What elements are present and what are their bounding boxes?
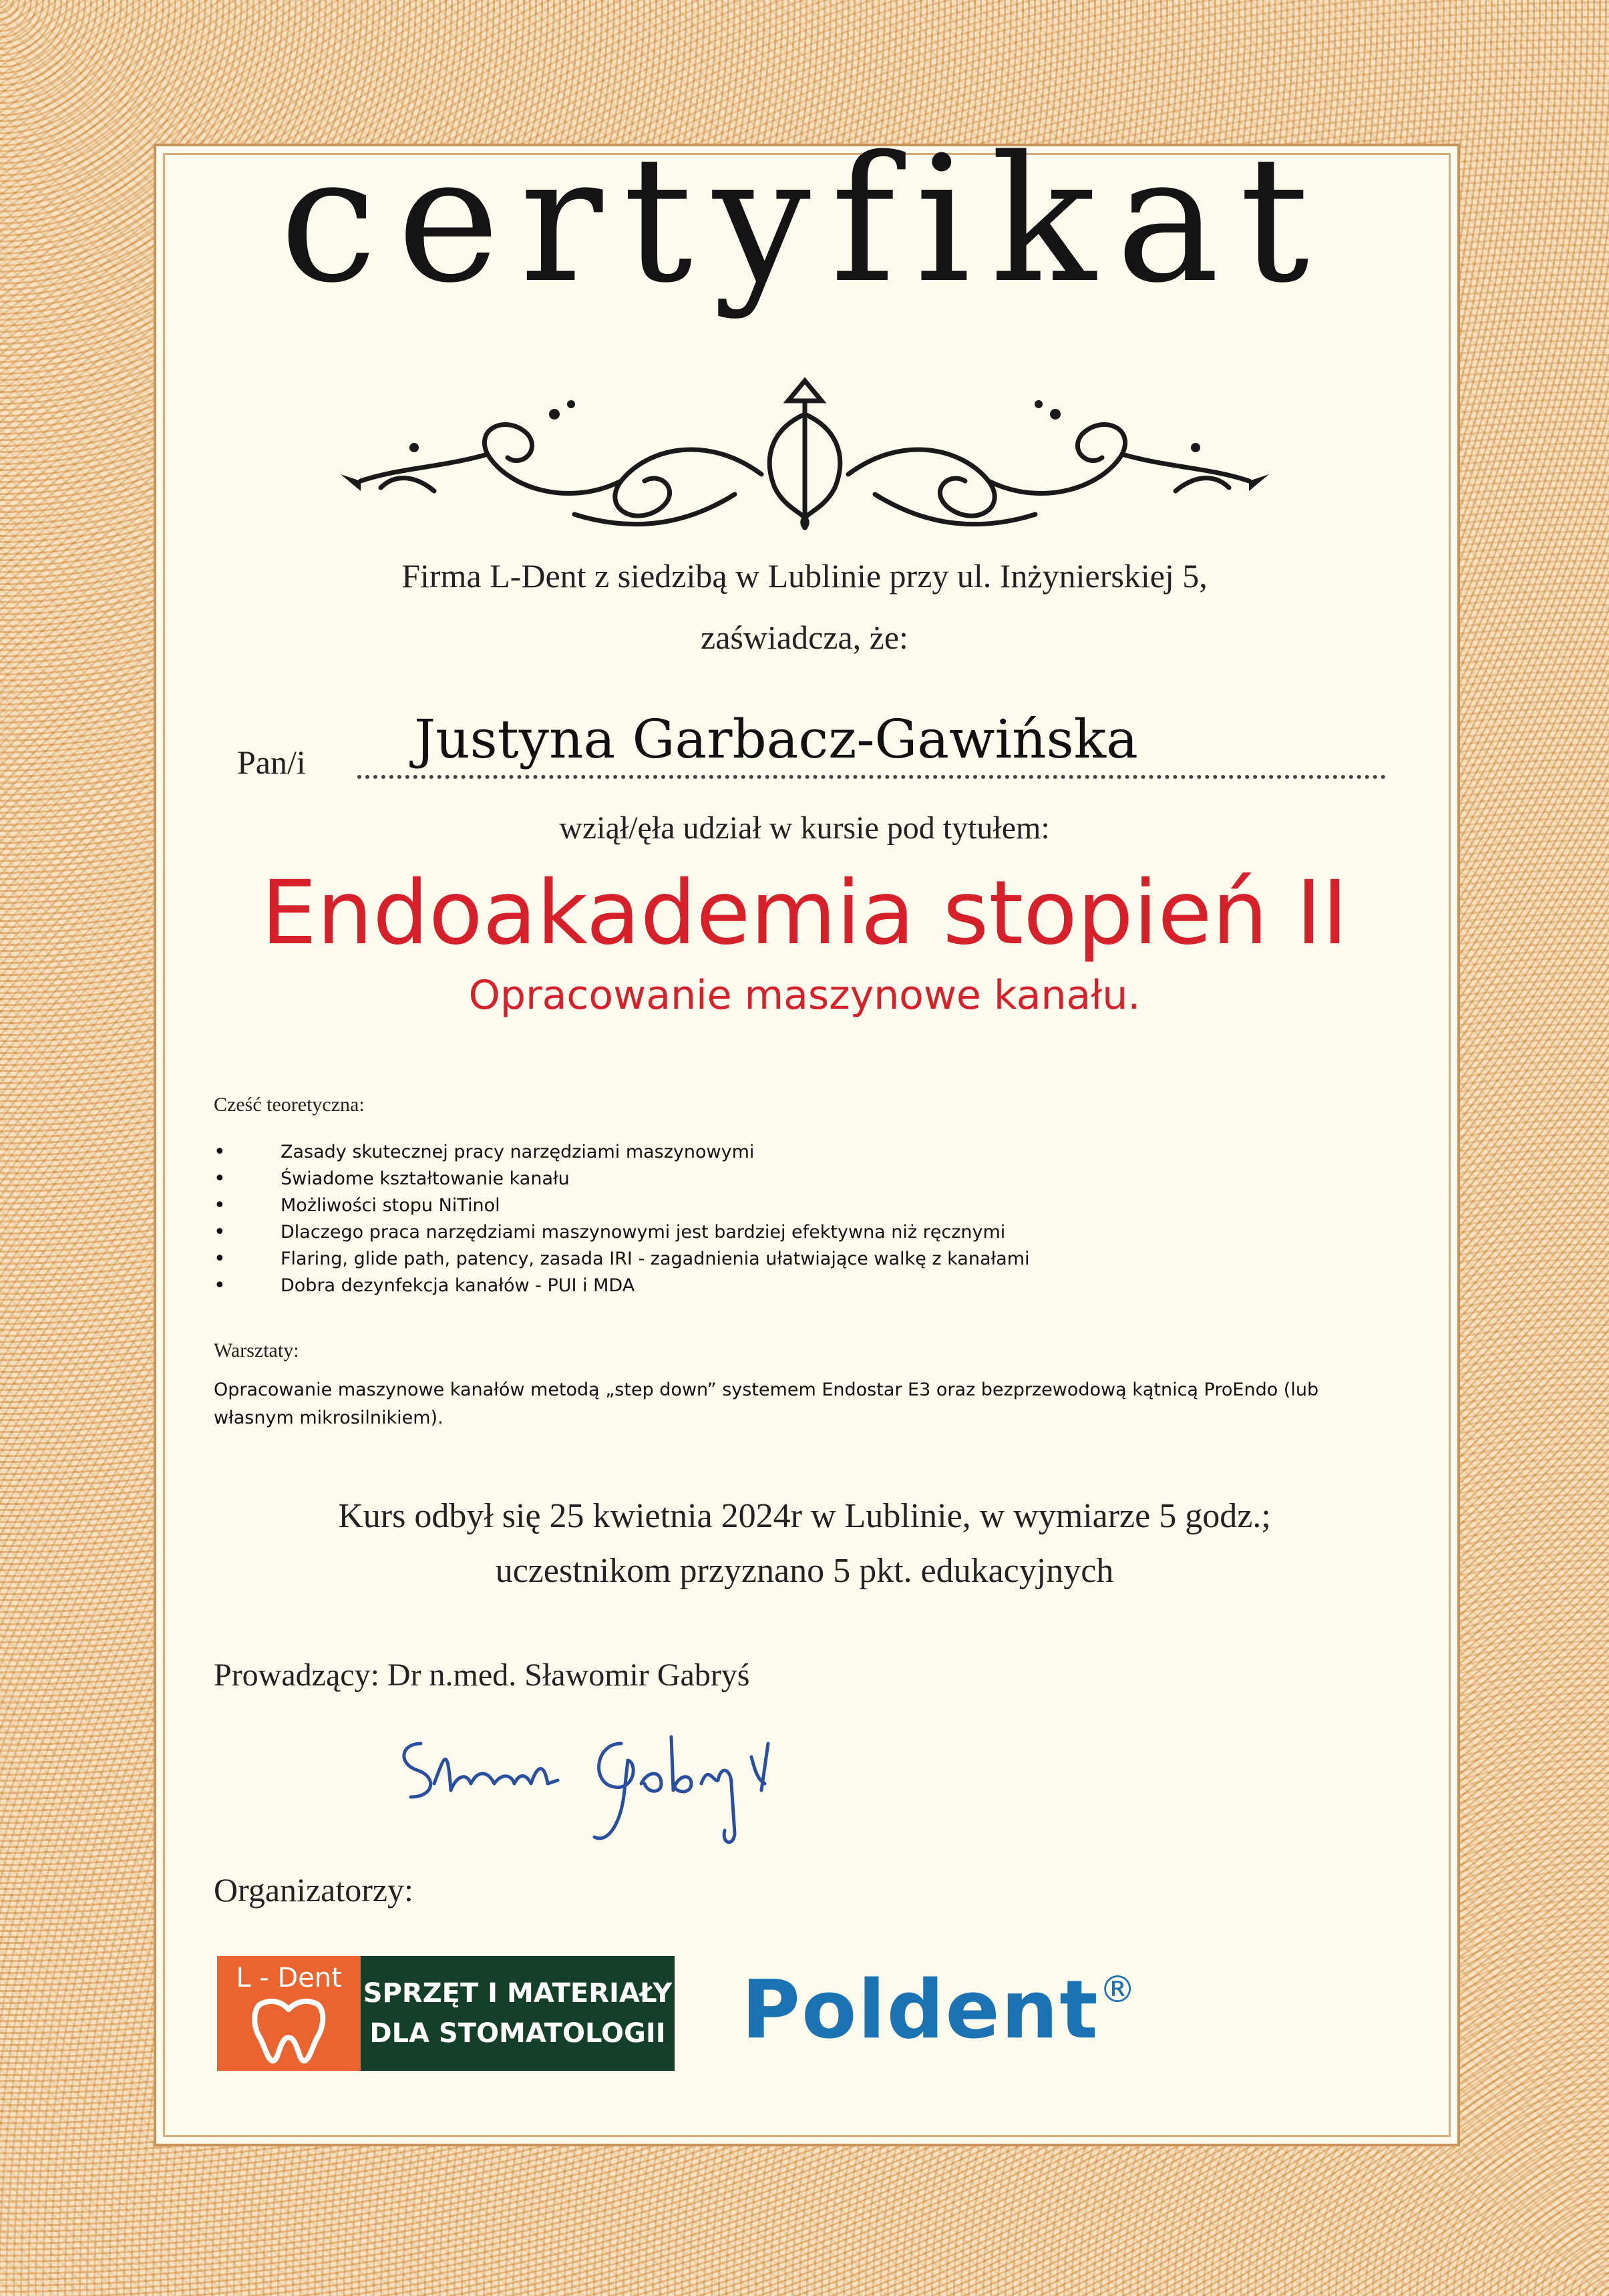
participation-statement: wziął/ęła udział w kursie pod tytułem: — [559, 810, 1050, 846]
handwritten-signature — [394, 1717, 822, 1850]
workshop-label: Warsztaty: — [214, 1339, 299, 1361]
ldent-tagline-line1: SPRZĘT I MATERIAŁY — [363, 1978, 673, 2009]
issuer-statement: Firma L-Dent z siedzibą w Lublinie przy ul. Inżynierskiej 5, — [401, 557, 1208, 595]
list-item: • Świadome kształtowanie kanału — [214, 1166, 1030, 1192]
course-subtitle: Opracowanie maszynowe kanału. — [468, 972, 1141, 1019]
certificate-title: certyfikat — [279, 120, 1330, 321]
list-item: • Dobra dezynfekcja kanałów - PUI i MDA — [214, 1273, 1030, 1299]
list-item: • Dlaczego praca narzędziami maszynowymi jest bardziej efektywna niż ręcznymi — [214, 1219, 1030, 1246]
course-summary-line: Kurs odbył się 25 kwietnia 2024r w Lublinie, w wymiarze 5 godz.; — [338, 1497, 1271, 1535]
course-title: Endoakademia stopień II — [260, 862, 1349, 965]
theory-list — [214, 1139, 1030, 1299]
poldent-wordmark: Poldent — [741, 1964, 1099, 2057]
name-label: Pan/i — [237, 744, 306, 781]
organizers-label: Organizatorzy: — [214, 1871, 413, 1909]
ldent-logo-mark — [217, 1956, 361, 2071]
name-dotted-line — [357, 775, 1386, 779]
attest-statement: zaświadcza, że: — [701, 619, 908, 656]
poldent-logo — [741, 1964, 1137, 2057]
theory-label: Cześć teoretyczna: — [214, 1094, 365, 1116]
instructor-line: Prowadzący: Dr n.med. Sławomir Gabryś — [214, 1657, 750, 1693]
ldent-tagline-line2: DLA STOMATOLOGII — [369, 2018, 666, 2049]
registered-mark: ® — [1099, 1968, 1137, 2011]
list-item: • Flaring, glide path, patency, zasada IRI - zagadnienia ułatwiające walkę z kanałami — [214, 1246, 1030, 1273]
list-item: • Możliwości stopu NiTinol — [214, 1192, 1030, 1219]
ldent-logo — [217, 1956, 675, 2071]
workshop-description: Opracowanie maszynowe kanałów metodą „step down” systemem Endostar E3 oraz bezprzewodową kątnicą ProEndo (lub własnym mikrosilnikiem). — [214, 1379, 1319, 1428]
tooth-icon — [250, 1997, 327, 2064]
ldent-tagline — [361, 1956, 675, 2071]
ornament-flourish-icon — [334, 374, 1276, 541]
recipient-name: Justyna Garbacz-Gawińska — [414, 708, 1138, 770]
ldent-brand-text: L - Dent — [236, 1963, 342, 1993]
points-summary-line: uczestnikom przyznano 5 pkt. edukacyjnych — [495, 1552, 1114, 1590]
list-item: • Zasady skutecznej pracy narzędziami maszynowymi — [214, 1139, 1030, 1166]
